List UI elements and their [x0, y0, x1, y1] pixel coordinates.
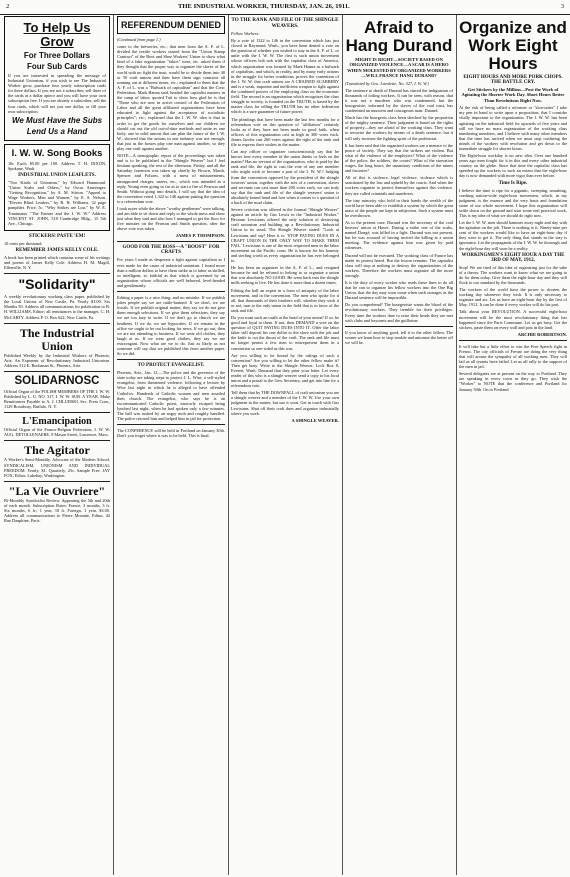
song-books-box — [4, 144, 110, 231]
industrial-union-body: Published Weekly by the Industrial Workers of Phoenix, Ariz. An Exponent of Revolutionary Industrial Unionism. Address 312 E. Buchanan St., Phoenix, Ariz. — [4, 352, 110, 368]
eight-hours-headline: Organize and Work Eight Hours — [459, 18, 567, 73]
agitator-body: A Worker's Semi-Monthly. Advocate of the Modern School, SYNDICALISM, UNIONISM AND INDIVIDUAL FREEDOM. Yearly, $1. Quarterly, 25c. Sample Free. JAY FOX, Editor. Lakebay, Washington. — [4, 457, 110, 478]
continued-note: (Continued from page 1.) — [117, 37, 161, 42]
referendum-body: I took notes while the above "worthy gentlemen" were talking, and am able to sit down and reply to the whole mess and show just what they said and also how I managed to get the floor for five minutes on the Pearson and Smith question, after the above vote was taken. — [117, 206, 225, 232]
column-shingle-weavers — [231, 15, 339, 873]
good-for-boss-body: For years I made as desperate a fight against capitalism as I ever made for the cause of industrial unionism. I found more than a million dollars to have them strike as to labor as skilled, so intelligent, so faithful as that which is governed by an organization whose officials are well behaved, level-headed and gentlemanly. — [117, 257, 225, 288]
editing-paper-body: Editing a paper is a nice thing, and no mistake. If we publish jokes people say we are rattle-brained. If we don't, we are fossils. If we publish original matter, they say we do not give them enough selections. If we give them selections, they say we are too lazy to write. If we don't go to church we are heathens. If we do, we are hypocrites. If we remain in the office we ought to be out looking for news. If we go out, then we are not attending to business. If we wear old clothes, they laugh at us. If we wear good clothes, they say we are extravagant. Now what are we to do. Just as likely as not someone will say that we published this from another paper. So we did. — [117, 295, 225, 357]
song-books-title: I. W. W. Song Books — [11, 147, 103, 159]
remember-cole-title: REMEMBER JAMES KELLY COLE. — [15, 247, 99, 253]
help-us-grow-cta2: Lend Us a Hand — [26, 126, 88, 136]
shingle-weavers-body: Tell them that by THE DOWNFALL of craft unionism you are a shingle weaver and a member of the I. W. W. Use your own judgment in the matter, but use it soon. Get in touch with Gus Lewisians. Shut off their craft dues and organize industrially where you work. — [231, 390, 339, 416]
help-us-grow-sub2: Four Sub Cards — [26, 62, 87, 71]
time-is-ripe-heading: Time Is Ripe. — [498, 180, 528, 186]
help-us-grow-cta1: We Must Have the Subs — [11, 115, 103, 125]
column-rule — [342, 15, 343, 875]
emancipation-body: Official Organ of the Franco-Belgian Federation, I. W. W. AUG. DETOLLENAERE, 9 Mason Street, Lawrence, Mass. — [4, 427, 110, 438]
help-us-grow-body: If you are interested in spreading the message of Industrial Unionism, if you wish to see The Industrial Worker grow, purchase four yearly subscription cards for three dollars. If you are not a subscriber, sell three of the cards at a dollar apiece and you will have your own subscription free. If you are already a subscriber, sell the four cards, which will net you one dollar, or fill your own subscription. — [8, 73, 106, 114]
column-durand — [345, 15, 453, 873]
durand-body: Do you comprehend? The bourgeoisie wants the blood of the revolutionary workers. They tremble for their privileges. Every time the workers dare to raise their heads they are met with clubs and bayonets and the guillotine. — [345, 302, 453, 323]
conference-note: The CONFERENCE will be held in Portland on January 30th. Don't you forget where it was to be held. This is final. — [117, 428, 225, 439]
protect-evangelist-body: Phoenix, Ariz., Jan. 12.—The police and the governor of the state today are taking steps to protect J. L. Wise, a self-styled evangelist, from threatened violence, following a lecture by Wise last night in which he is alleged to have offended Catholics. Hundreds of Catholic women and men assailed their church. The evangelist, who says he is an excommunicated Catholic priest, narrowly escaped being lynched last night, when he had spoken only a few minutes. The hall was rushed by an angry mob and roughly handled. The police rescued him and helped him in jail for protection. — [117, 370, 225, 421]
signature: A SHINGLE WEAVER. — [291, 417, 339, 423]
column-rule — [456, 15, 457, 875]
shingle-weavers-body: Severe criticism was offered in the Journal "Shingle Weaver" against an article by Gus Lewis in the "Industrial Worker." Because Lewisians offered the only solution of destroying craft unionism and building up a Revolutionary Industrial Union in its stead. The Shingle Weaver stated: "Look at Lewisians and say! Here it is: 'STOP PAYING DUES IN A CRAFT UNION IS THE ONLY WAY TO MAKE THEM FAIL.' Lewisians is one of the most respected men in the labor movement on the Pacific coast. He is known for his honesty and sterling worth as every organization he has ever belonged to. — [231, 207, 339, 264]
column-rule — [113, 15, 114, 875]
divider — [4, 440, 110, 441]
leaflets-title: INDUSTRIAL UNION LEAFLETS. — [18, 172, 96, 178]
page-number-left: 2 — [6, 3, 10, 10]
remember-cole-body: A book has been printed which contains some of his writings and poems of James Kelly Cole. Address H. M. Magill, Ellenville, N. Y. — [4, 254, 110, 271]
shingle-weavers-body: Editing the hall an expert in a form of antiquity of the labor movement, and in the convention. The men who spoke for it all, that thousands of their brothers will, whether they wish it or not, turn to the only union in the field that is in favor of the rank and file. — [231, 287, 339, 313]
song-books-body: 10c Each; $5.00 per 100. Address T. H. DIXON, Spokane, Wash. — [8, 160, 106, 171]
durand-headline: Afraid to Hang Durand — [345, 18, 453, 55]
protect-evangelist-title: TO PROTECT EVANGELIST. — [137, 363, 205, 369]
vie-ouvriere-body: Bi-Monthly Syndicalist Review. Appearing the 5th and 20th of each month. Subscription Rates: France, 3 months, 3 fr. Six months, 6 fr.; 1 year, 18 fr. Foreign, 1 year, $3.00. Address all communications to Pierre Monatte, Editor, 42 Rue Dauphine, Paris. — [4, 497, 110, 524]
good-for-boss-title: GOOD FOR THE BOSS—A "BOOST" FOR CRAFTS — [122, 245, 220, 256]
signature: ARCHIE ROBERTSON. — [517, 331, 567, 337]
divider — [345, 326, 453, 327]
divider — [4, 371, 110, 372]
column-advertisements — [4, 15, 110, 873]
referendum-title: REFERENDUM DENIED — [120, 20, 221, 30]
agitator-title: The Agitator — [24, 443, 90, 458]
durand-subheadline: MIGHT IS RIGHT—SOCIETY BASED ON ORGANIZED VIOLENCE—A SCAB IS A HERO WHEN MOLESTED BY ORGANIZED WORKERS—WILL FRANCE HANG DURAND? — [347, 57, 451, 79]
closing-note: If you know of anything good, tell it to the other fellow. The sooner we learn how to stop trouble and unionize the better off we will be. — [345, 329, 453, 345]
eight-hours-body: The Eight-hour workday is no new idea. Over one hundred years ago men fought for it in this and every other industrial country on the globe. Since that time the capitalist class has speeded up the workers to such an extent that the eight-hour day is now demanded with more vigor than ever before. — [459, 153, 567, 179]
column-referendum-denied — [117, 15, 225, 873]
shingle-weavers-body: By a vote of 1322 to 146 in the convention which has just closed in Raymond, Wash., you have been denied a vote on the question of whether you wished to stay in the A. F. of L. or unite with the I. W. W. The first is such union movement whose officers hob nob with the capitalist class of America, which organization was formed by Mark Hanna as a bulwark of capitalism, and which, in reality, and by many early actions in the struggle for better conditions, proves the contention of the I. W. W. that craft unions are A CHAINED SCABBERY and is a weak, impotent and inefficient weapon to fight against the combined powers of the employing class on the economic field. The second is an organization which recognizes the class struggle in society, is founded on the TRUTH, is based by the master class for telling the TRUTH has no other federation which is a sure guarantee of future power. — [231, 38, 339, 115]
signature: JAMES P. THOMPSON. — [175, 233, 225, 239]
divider — [117, 424, 225, 425]
stickers-title: STICKERS! PASTE 'EM! — [28, 233, 86, 239]
durand-body: The tiny minority who hold in their hands the wealth of the world have been able to establish a system by which the great mass of the people are kept in subjection. Such a system must be overthrown. — [345, 197, 453, 218]
solidarnosc-title: SOLIDARNOSC — [14, 374, 100, 387]
eight-hours-body: Talk about your REVOLUTION. A successful eight-hour movement will be the most revolutionary thing that has happened since the Paris Commune. Let us get busy. Get the stickers, paste them on every wall and post in the land. — [459, 309, 567, 330]
shingle-weavers-body: Are you willing to be bound by the rulings of such a convention? Are you willing to let the other fellow make it? Then get busy. Write to the Shingle Weaver, Lock Box 8, Everett, Wash. Demand that they print your letter. Let every reader of this who is a shingle weaver send a copy to his local union and a postal to the Gen. Secretary, and get into line for a referendum vote. — [231, 352, 339, 389]
divider — [117, 241, 225, 242]
newspaper-header-title: THE INDUSTRIAL WORKER, THURSDAY, JAN. 26, 1911. — [178, 3, 350, 10]
divider — [4, 481, 110, 482]
divider — [4, 323, 110, 324]
shingle-weavers-body: Can any officer or organizer conscientiously say that he knows how every member of the union thinks or feels on the matter? Has no servant of the organization, who is paid by the rank and file, the right to cast the vote of any one member who might wish to become a part of the I. W. W.? Judging from the convention opposed by the president of the shingle weavers' union, together with the acts of a convention, slaves and servants can cast more than 200 votes each, we can truly say that the rank and file of the shingle weavers' union is absolutely bound hand and foot when it comes to a question of a back of the mud claim. — [231, 149, 339, 205]
divider — [117, 291, 225, 292]
translator-note: (Translated by Geo. Lavolette, No. 327, I. W. W.) — [345, 80, 429, 86]
eight-hours-body: I believe the time is ripe for a gigantic, sweeping, smashing, crashing nation-wide eight-hour movement, which, in my judgment, is the essence and the very basis and foundation stone of our whole movement. I hope this organization will settle down on the ground and start some real practical work. This is my idea of what we should do right now. — [459, 187, 567, 218]
durand-body: The sentence to death of Durand has stirred the indignation of thousands of toiling workers. It can be seen, with reason, that it was not a murderer who was condemned, but the bourgeoisie, informed by the slaves of the coal trust, has condemned an innocent and courageous man: Durand. — [345, 87, 453, 114]
fresno-note: It will take but a little effort to win the Free Speech fight in Fresno. The city officials of Fresno are doing the very thing that will arouse the sympathy of all working men. They will fail as all tyrants have failed. Let us all rally to the support of the men in jail. — [459, 343, 567, 370]
shingle-weavers-body: He has been an organizer in the A. F. of L., and resigned because he and he refused to belong to or organize a union that was absolutely NO GOOD. He went back into the shingle mills seeking to live. He has done it more than a dozen times. — [231, 265, 339, 286]
durand-body: Much has the bourgeois class been shocked by the proportion of the mighty sentence. Their judgment is based on the rights of property—they are afraid of the working class. They want to terrorise the workers by means of a death sentence, but it will only increase the fighting spirit of the proletariat. — [345, 115, 453, 141]
column-rule — [228, 15, 229, 875]
solidarnosc-body: Official Organ of the POLISH MEMBERS OF THE I. W. W. Published by L. U. NO. 317, I. W. W. SUB. A YEAR. Make Remittances Payable to A. J. CHLUDSKI, Sec. Press Com., 1129 Broadway, Buffalo, N. Y. — [4, 388, 110, 410]
stickers-body: 10 cents per thousand. — [4, 240, 43, 246]
divider — [4, 412, 110, 413]
durand-body: As to the present case, Durand was the secretary of the coal heavers' union at Havre. During a strike one of the scabs, named Dongé, was killed in a fight. Durand was not present, but he was accused of having incited the killing at a union meeting. The evidence against him was given by paid witnesses. — [345, 219, 453, 251]
salutation: Fellow Workers: — [231, 31, 260, 36]
referendum-title-box — [117, 16, 225, 34]
referendum-body: NOTE—A stenographic report of the proceedings was taken and is to be published in the "Shingle Weaver" but I feel hesitant speaking, the rest of the afternoon. Friday, and all the Saturday forenoon was taken up chiefly by Brown, Marsh, Spencer and Folsom, with a mess of misstatements, unsupported charges, sneers, etc., which was intended as a reply. Young even going so far as to start a fire of Pearson and Smith. Without going into details, I will say that the idea of the convention voted 1,322 to 146 against putting the question to a referendum vote. — [117, 153, 225, 204]
eight-hours-body: Stop! We are tired of this idea of organizing just for the sake of a theory. The workers want to know what we are going to do for them today. Give them the eight-hour day and they will flock to our standard by the thousands. — [459, 264, 567, 285]
leaflets-body: "Two Kinds of Unionism," by Edward Hammond. "Union Scabs and Others," by Oscar Ameringer. "Getting Recognition," by A. M. Stirton. "Appeal to Wage Workers, Men and Women," by E. S. Nelson. "Eleven Blind Leaders," by B. H. Williams. 32 page pamphlet. Price, 5c. "Why Strikes are Lost," by W. E. Trautmann. "The Farmer and the I. W. W." Address VINCENT ST. JOHN, 518 Cambridge Bldg., 15 5th Ave., Chicago. — [8, 179, 106, 226]
vie-ouvriere-title: "La Vie Ouvriere" — [8, 483, 106, 498]
column-eight-hours — [459, 15, 567, 873]
eight-hours-body: At the risk of being called a reformer or "slowcatter" I take my pen in hand to write upon a proposition, that I consider vitally important to the organization. The I. W. W. has been agitating on the industrial field for upwards of five years and still we have no mass organization of the working class numbering members, and I believe with many other members that the time has arrived when we must stop confining the minds of the workers with revolution and get down to the immediate struggle for shorter hours. — [459, 105, 567, 151]
shingle-weavers-body: Do you want such an outfit at the head of your union? If so, be good and loyal to them. If not, then DEMAND a vote on the question of QUIT PAYING DUES INTO IT. Offer the labor faker still deposit his one dollar to the slave with the job and the knife to cut the throat of the craft. The rank and file must no longer permit a few men to misrepresent them in a convention so one-sided as this was. — [231, 314, 339, 351]
divider — [459, 340, 567, 341]
divider — [117, 359, 225, 360]
referendum-body: come to the breweries, etc.; that men from the A. F. of L. divided the textile workers ousted from the "Union Stamp Contract" of the Boot and Shoe Workers' Union to show what kind of a fake organization "fakirs" were, etc. asked them if they thought that the proper way to organize the slaves of the world with no fight the trust, would be to divide them into 40 or 50 craft unions and then have them sign contracts all running out at different times, etc.; explained to them that the A. F. of L. was a "Bulwark of capitalism" and that the Civic Federation, Mark Hanna said, headed the capitalist masters in the camp of labor; quoted Tait to show how glad he is that "Those who are now in active control of the Federation of Labor and all the great affiliated organizations have been educated to fight against the acceptance of socialistic principles"; etc.; explained that the I. W. W. idea is that in order to get the goods for ourselves and our children we should cut out the old out-of-date methods and unite as one body, one in solid unions that can plan the future of the I. W. W.; showed that the unions in one industry was not enough; that just as the bosses play one man against another, so they play one craft against another. — [117, 44, 225, 151]
solidarity-body: A weekly revolutionary working class paper, published by the Local Unions of New Castle, Pa. Yearly $1.00. Six Months 50. Address all communications for publication to B. H. WILLIAMS, Editor; all remittances to the manager, C. H. McCARTY. Address P. O. Box 622, New Castle, Pa. — [4, 294, 110, 320]
page-number-right: 3 — [560, 3, 564, 10]
eight-hours-subheadline: EIGHT HOURS AND MORE PORK CHOPS. THE BATTLE CRY. — [463, 75, 563, 85]
help-us-grow-title: To Help Us Grow — [23, 20, 91, 49]
durand-body: It has been said that the organized workers are a menace to the peace of society. They say that the strikers are violent. But what of the violence of the employers? What of the violence of the police, the soldiers, the courts? What of the starvation wages, the long hours, the unsanitary conditions of the mines and factories? — [345, 142, 453, 174]
help-us-grow-sub1: For Three Dollars — [23, 51, 91, 60]
durand-body: All of this is violence, legal violence, violence which is sanctioned by the law and upheld by the courts. And when the workers organize to protect themselves against this violence, they are called criminals and murderers. — [345, 175, 453, 196]
eight-hours-deck: Get Stickers by the Million—Post the Work of Agitating the Shorter Work Day. Short Hours Better Than Revolutions Right Now. — [461, 87, 565, 103]
durand-body: It is the duty of every worker who reads these lines to do all that he can to organize his fellow workers into the One Big Union, that the day may soon come when such outrages as the Durand sentence will be impossible. — [345, 280, 453, 301]
solidarity-title: "Solidarity" — [18, 276, 96, 293]
eight-hours-body: The workers of the world have the power to shorten the working day whenever they wish. It is only necessary to organize and act. Let us have an eight-hour day by the first of May, 1912. It can be done if every worker will do his part. — [459, 287, 567, 308]
industrial-union-title: The Industrial Union — [19, 325, 95, 353]
eight-hours-crosshead: WORKINGMEN'S EIGHT HOUR A DAY THE 3RD OF MAY, 1912. — [461, 252, 565, 263]
divider — [4, 273, 110, 274]
emancipation-title: L'Emancipation — [22, 416, 92, 428]
eight-hours-body: Let the I. W. W. men should hammer away night and day with the agitation on the job. There is nothing to it. Ninety-nine per cent of the workers would like to have an eight-hour day if they were to get it. The only thing that stands in the way is ignorance. Let the propaganda of the I. W. W. be thorough and the eight-hour day will soon be a reality. — [459, 220, 567, 251]
shingle-weavers-title: TO THE RANK AND FILE OF THE SHINGLE WEAVERS. — [231, 17, 339, 29]
help-us-grow-box — [4, 16, 110, 141]
masthead — [0, 0, 570, 15]
durand-body: Durand will not be executed. The working class of France has made its protest heard. But the lesson remains. The capitalist class will stop at nothing to destroy the organizations of the workers. Therefore the workers must organize all the more strongly. — [345, 252, 453, 278]
shingle-weavers-body: The pleadings that have been made the last few months for a referendum vote on this question of "affiliation" certainly looks as if they have not been made in good faith, when officers of this organization cast as high as 300 votes each. James Jacobs cast 260 votes against the right of the rank and file to express their wishes in the matter. — [231, 116, 339, 147]
delegates-note: Several delegates are at present on the way to Portland. They are speaking in every town as they go. They wish the "Worker" to NOTE that the conference and Portland for January 30th. On to Portland. — [459, 371, 567, 392]
